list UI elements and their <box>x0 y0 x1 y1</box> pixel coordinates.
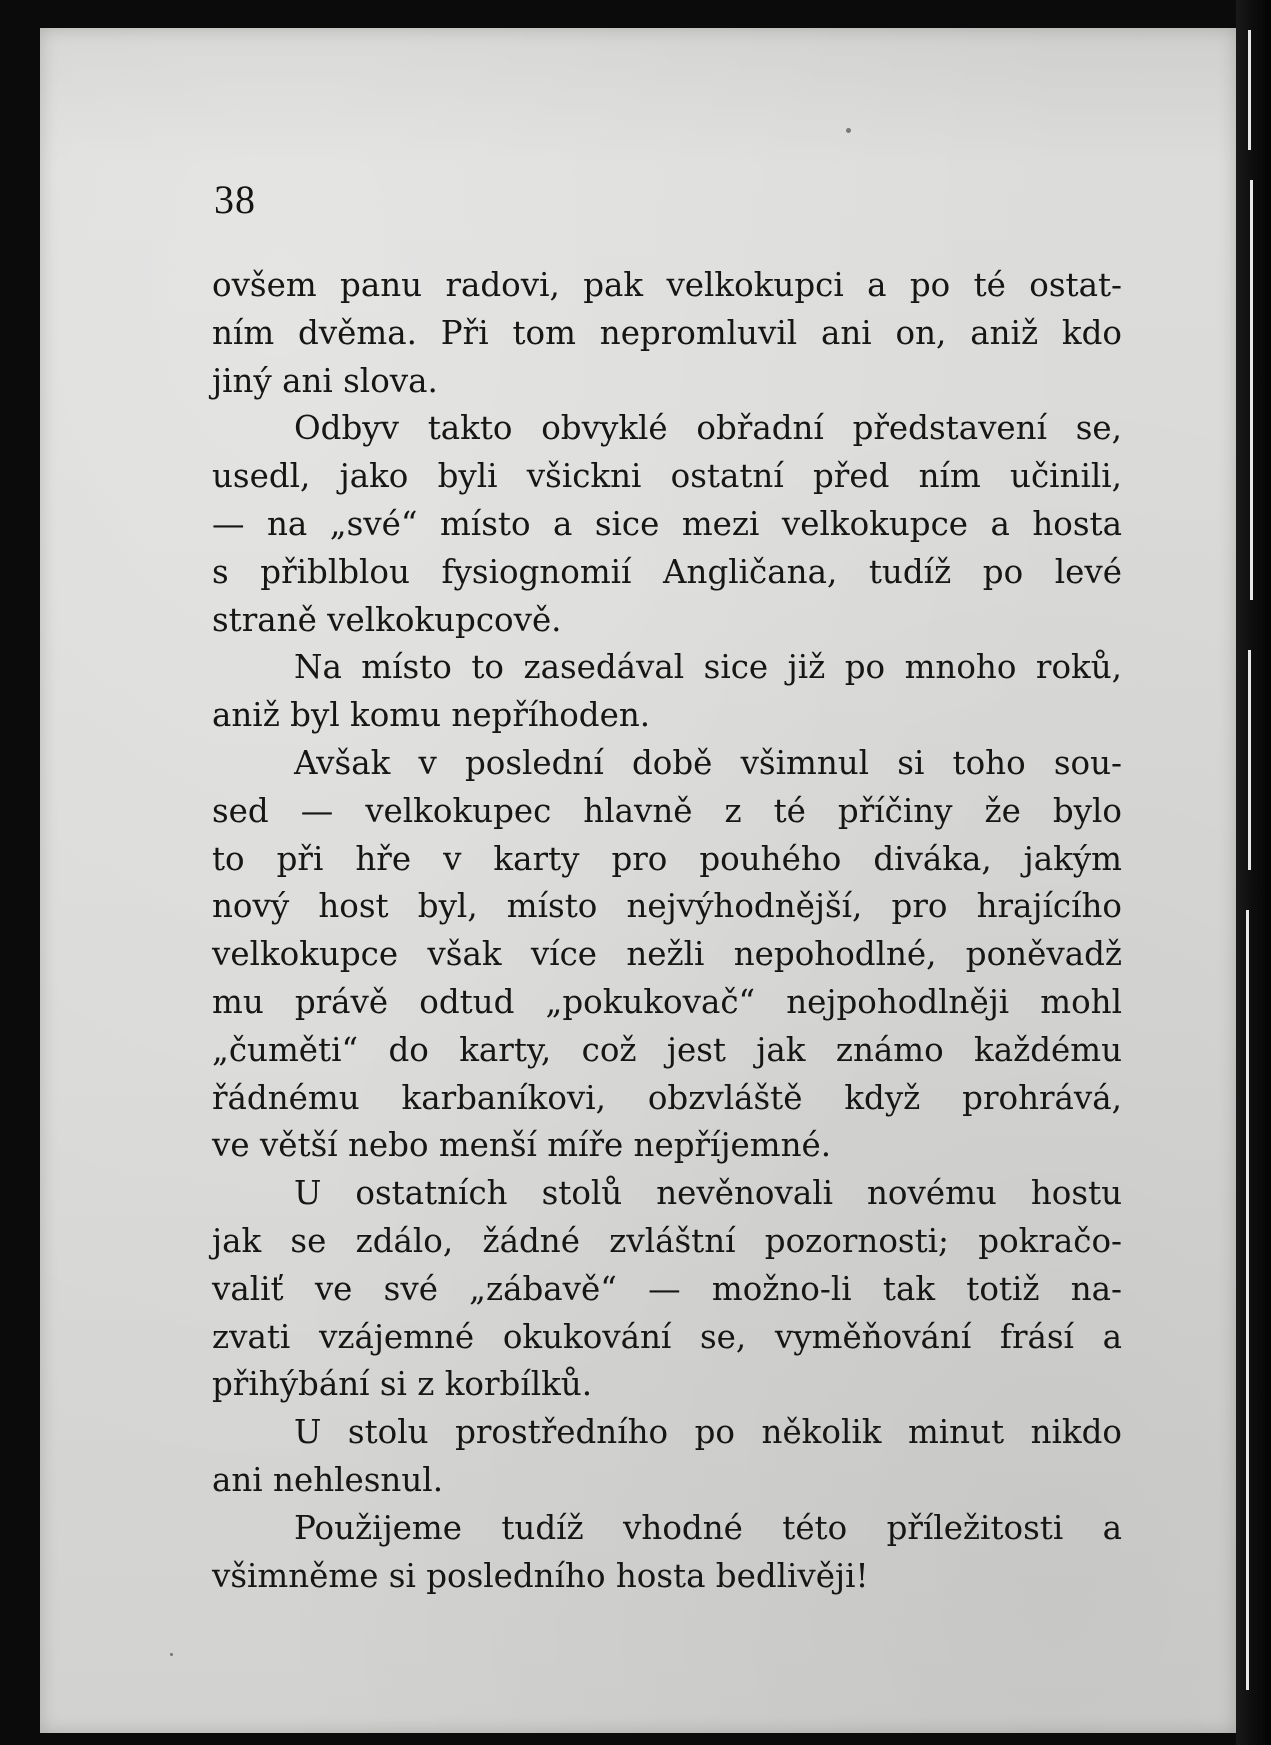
text-line: ve větší nebo menší míře nepříjemné. <box>212 1126 832 1165</box>
text-line: U ostatních stolů nevěnovali novému hostu <box>294 1174 1122 1213</box>
text-line: zvati vzájemné okukování se, vyměňování frásí a <box>212 1317 1122 1356</box>
body-text <box>212 262 1122 1600</box>
text-line: ovšem panu radovi, pak velkokupci a po té ostat- <box>212 266 1122 304</box>
text-line: Odbyv takto obvyklé obřadní představení se, <box>294 409 1122 448</box>
text-line: všimněme si posledního hosta bedlivěji! <box>212 1556 869 1595</box>
page-edge-line <box>1248 650 1251 870</box>
text-line: aniž byl komu nepříhoden. <box>212 696 651 735</box>
text-line: U stolu prostředního po několik minut nikdo <box>294 1413 1122 1452</box>
text-line: nový host byl, místo nejvýhodnější, pro hrajícího <box>212 887 1122 926</box>
text-line: ani nehlesnul. <box>212 1460 444 1499</box>
text-line: usedl, jako byli všickni ostatní před ním učinili, <box>212 457 1122 496</box>
text-line: mu právě odtud „pokukovač“ nejpohodlněji mohl <box>212 982 1122 1021</box>
text-line: přihýbání si z korbílků. <box>212 1365 593 1404</box>
text-line: jiný ani slova. <box>212 361 438 400</box>
text-line: — na „své“ místo a sice mezi velkokupce a hosta <box>212 504 1122 543</box>
page-edge-line <box>1246 910 1249 1690</box>
text-line: straně velkokupcově. <box>212 600 562 639</box>
text-line: Použijeme tudíž vhodné této příležitosti a <box>294 1508 1122 1547</box>
text-line: „čuměti“ do karty, což jest jak známo každému <box>212 1030 1122 1069</box>
page-edge-line <box>1250 180 1253 600</box>
text-line: valiť ve své „zábavě“ — možno-li tak totiž na- <box>212 1269 1122 1308</box>
paper-speck <box>170 1653 173 1656</box>
page-number: 38 <box>214 177 256 222</box>
book-spine-edge <box>1236 0 1271 1745</box>
text-line: Na místo to zasedával sice již po mnoho roků, <box>294 648 1122 687</box>
text-line: s přiblblou fysiognomií Angličana, tudíž po levé <box>212 552 1122 591</box>
text-line: jak se zdálo, žádné zvláštní pozornosti; pokračo- <box>212 1221 1122 1260</box>
text-line: velkokupce však více nežli nepohodlné, poněvadž <box>212 935 1122 974</box>
paper-speck <box>846 128 851 133</box>
text-line: řádnému karbaníkovi, obzvláště když prohrává, <box>212 1078 1122 1117</box>
text-line: to při hře v karty pro pouhého diváka, jakým <box>212 839 1122 878</box>
text-line: sed — velkokupec hlavně z té příčiny že bylo <box>212 791 1122 830</box>
text-line: Avšak v poslední době všimnul si toho sou- <box>294 743 1122 782</box>
page-edge-line <box>1248 30 1251 150</box>
text-line: ním dvěma. Při tom nepromluvil ani on, aniž kdo <box>212 313 1122 352</box>
